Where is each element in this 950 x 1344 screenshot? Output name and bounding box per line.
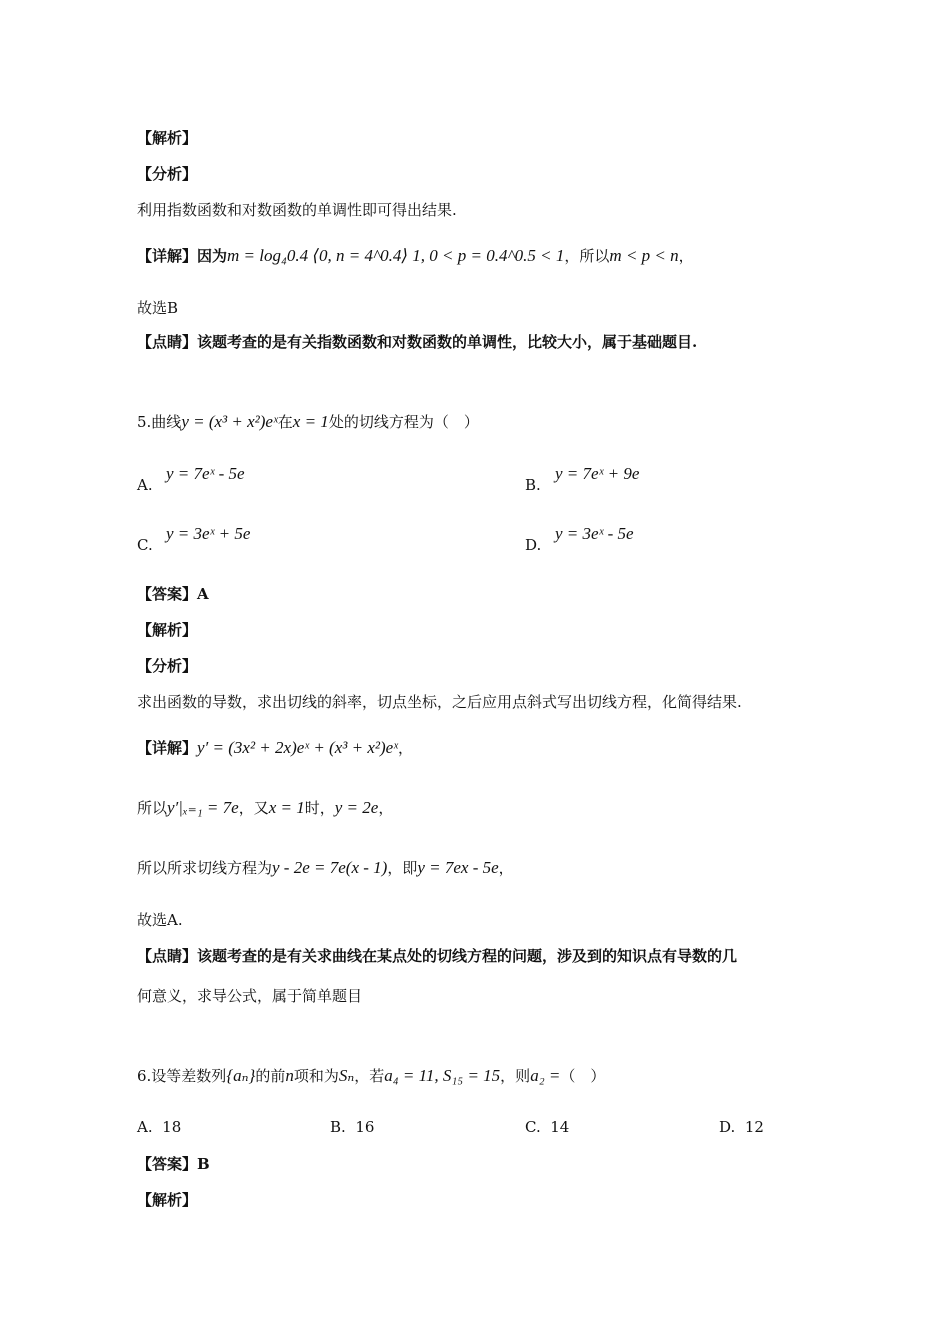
q5-slope: y′|ₓ₌₁ = 7e (167, 798, 239, 817)
q6-jiexi-heading: 【解析】 (137, 1191, 198, 1209)
q5-stem-point: x = 1 (292, 412, 329, 431)
q4-detail-math: m = log₄0.4 ⟨0, n = 4^0.4⟩ 1, 0 < p = 0.4^0.5 < 1 (227, 246, 565, 265)
q5-tangent-eq: y - 2e = 7e(x - 1) (272, 858, 388, 877)
q5-derivative: y′ = (3x² + 2x)eˣ + (x³ + x²)eˣ (197, 738, 398, 757)
q5-jiexi-heading: 【解析】 (137, 621, 198, 639)
q4-dianjing: 【点睛】该题考查的是有关指数函数和对数函数的单调性，比较大小，属于基础题目. (137, 333, 698, 351)
q5-option-b-label: B. (525, 476, 541, 494)
q4-detail-label: 【详解】因为 (137, 247, 228, 265)
q5-stem-function: y = (x³ + x²)eˣ (181, 412, 278, 431)
q6-sequence: {aₙ} (226, 1066, 256, 1085)
q5-choose: 故选A. (137, 911, 183, 929)
q4-detail-result: m < p < n (609, 246, 679, 265)
q5-fenxi-heading: 【分析】 (137, 657, 198, 675)
q6-answer: 【答案】B (137, 1155, 210, 1173)
q4-jiexi-heading: 【解析】 (137, 129, 198, 147)
q5-option-c-label: C. (137, 536, 153, 554)
q5-option-a-expr: y = 7eˣ - 5e (166, 464, 245, 483)
q5-stem: 5.曲线y = (x³ + x²)eˣ在x = 1处的切线方程为（ ） (137, 412, 479, 431)
q5-answer: 【答案】A (137, 585, 209, 603)
q6-option-c: C. 14 (525, 1118, 570, 1136)
q4-choose: 故选B (137, 299, 179, 317)
q5-detail-line3: 所以所求切线方程为y - 2e = 7e(x - 1)，即y = 7ex - 5e， (137, 858, 514, 877)
q6-option-a: A. 18 (137, 1118, 182, 1136)
q6-option-b: B. 16 (330, 1118, 375, 1136)
q5-dianjing-line1: 【点睛】该题考查的是有关求曲线在某点处的切线方程的问题，涉及到的知识点有导数的几 (137, 947, 738, 965)
q4-detail: 【详解】因为m = log₄0.4 ⟨0, n = 4^0.4⟩ 1, 0 < p = 0.4^0.5 < 1，所以m < p < n， (137, 246, 694, 265)
q6-option-d: D. 12 (719, 1118, 764, 1136)
q5-detail-line2: 所以y′|ₓ₌₁ = 7e，又x = 1时，y = 2e， (137, 798, 394, 817)
q5-option-a-label: A. (137, 476, 153, 494)
q5-option-c-expr: y = 3eˣ + 5e (166, 524, 251, 543)
q5-option-d-expr: y = 3eˣ - 5e (555, 524, 634, 543)
q4-analysis: 利用指数函数和对数函数的单调性即可得出结果. (137, 201, 457, 219)
q5-detail-label: 【详解】 (137, 739, 198, 757)
q4-fenxi-heading: 【分析】 (137, 165, 198, 183)
q6-condition: a₄ = 11, S₁₅ = 15 (384, 1066, 501, 1085)
q5-detail-line1: 【详解】y′ = (3x² + 2x)eˣ + (x³ + x²)eˣ， (137, 738, 413, 757)
q5-option-b-expr: y = 7eˣ + 9e (555, 464, 640, 483)
q5-dianjing-line2: 何意义，求导公式，属于简单题目 (137, 987, 363, 1005)
q5-option-d-label: D. (525, 536, 542, 554)
q6-stem: 6.设等差数列{aₙ}的前n项和为Sₙ，若a₄ = 11, S₁₅ = 15，则a₂ =（ ） (137, 1066, 606, 1085)
q5-analysis: 求出函数的导数，求出切线的斜率，切点坐标，之后应用点斜式写出切线方程，化简得结果. (137, 693, 742, 711)
